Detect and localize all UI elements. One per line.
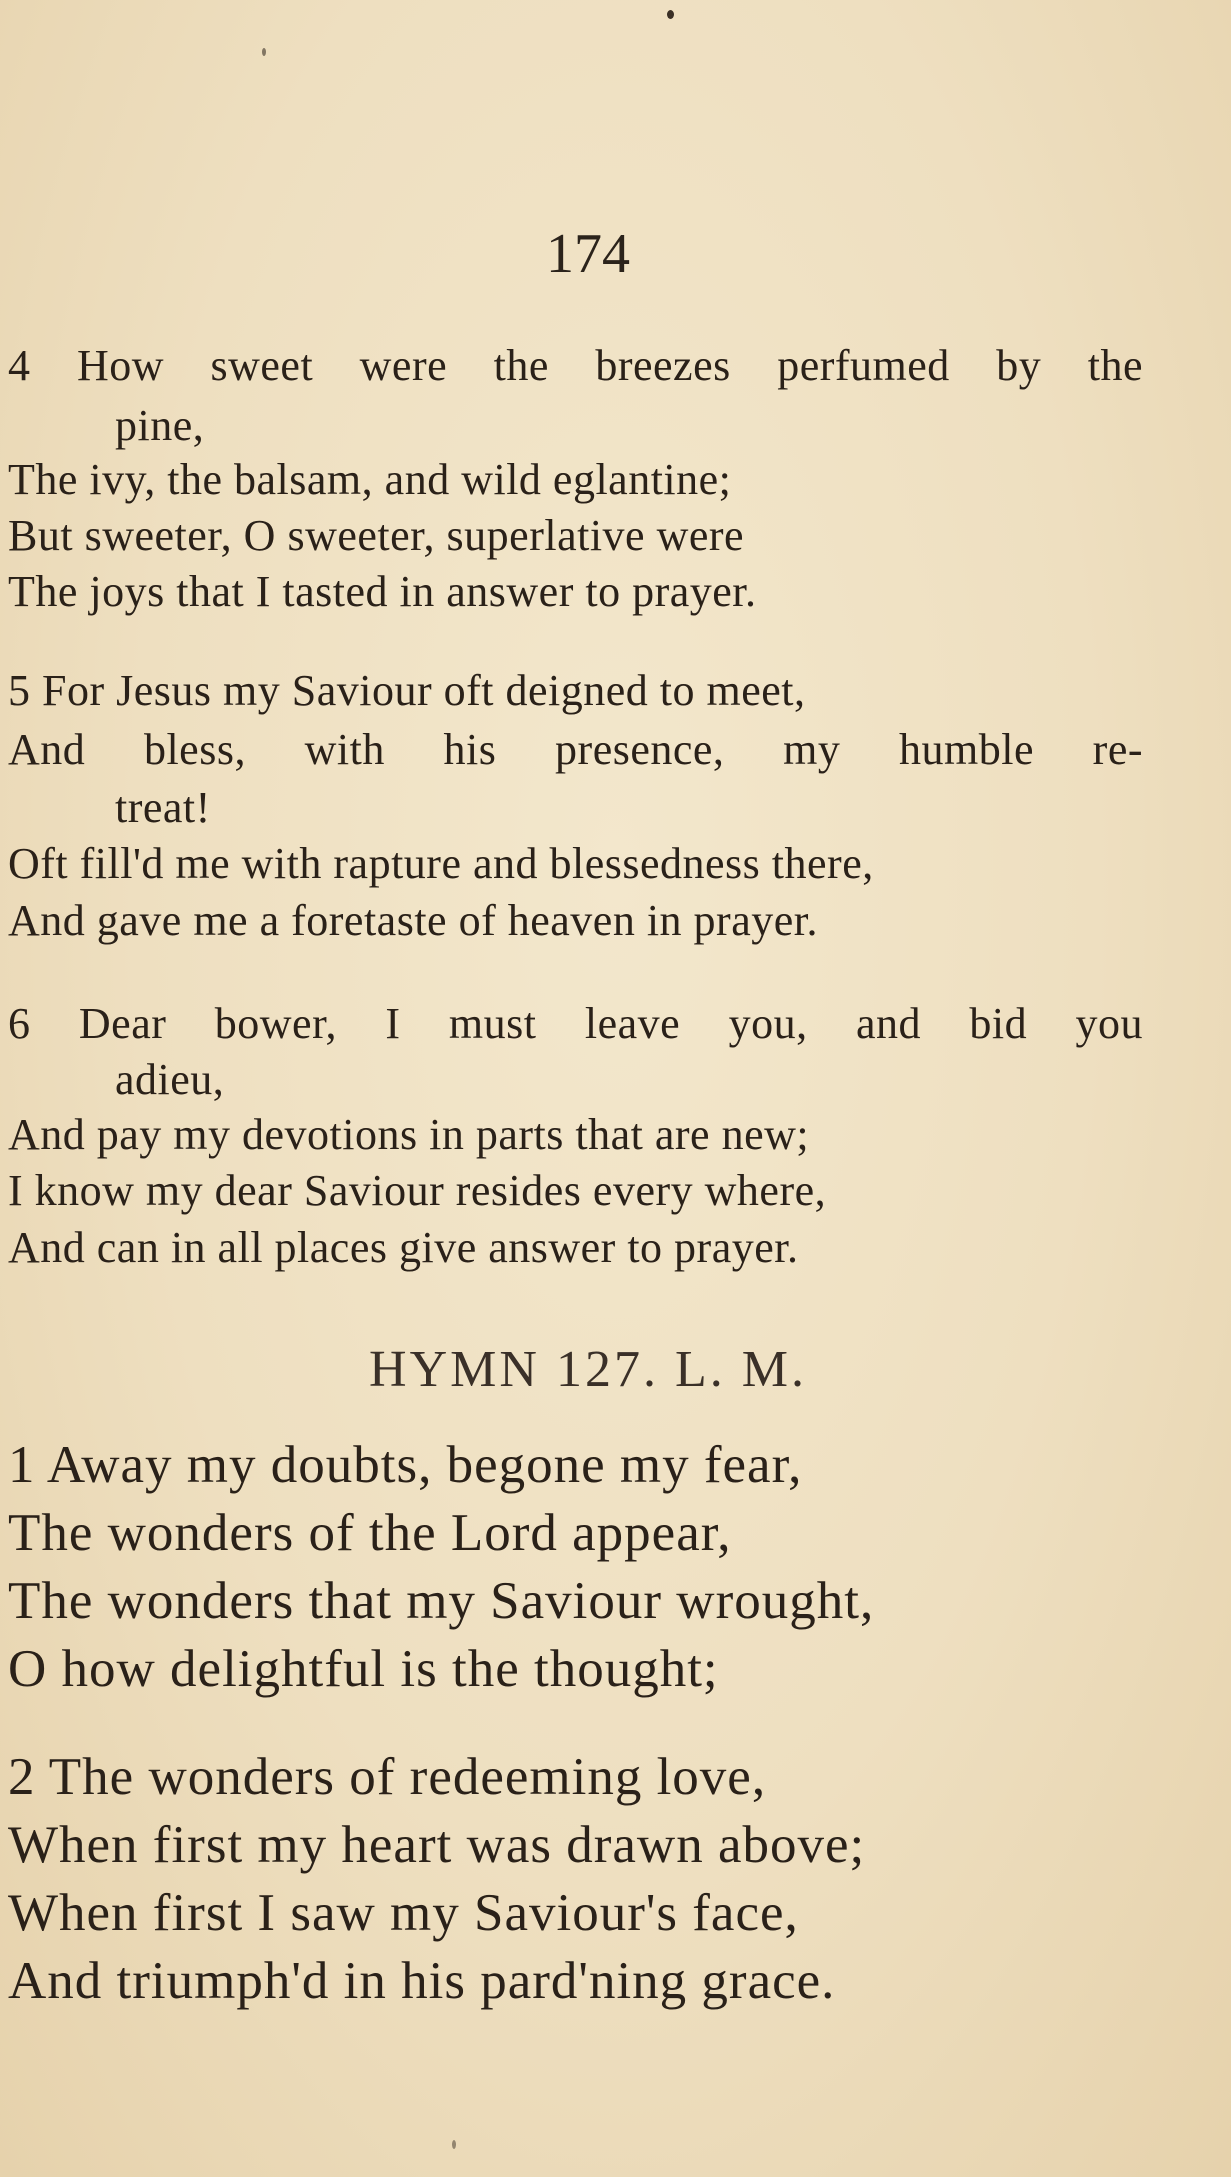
stanza-6-line-3: And pay my devotions in parts that are new;: [8, 1110, 810, 1159]
stanza-5-line-1: 5 For Jesus my Saviour oft deigned to meet,: [8, 666, 806, 715]
hymn-127-stanza-1-line-3: The wonders that my Saviour wrought,: [8, 1572, 875, 1630]
stanza-4-line-1: 4 How sweet were the breezes perfumed by the: [8, 341, 1143, 390]
stanza-6-line-5: And can in all places give answer to prayer.: [8, 1223, 799, 1272]
stanza-5-line-2: And bless, with his presence, my humble re-: [8, 725, 1143, 774]
stanza-6-line-4: I know my dear Saviour resides every where,: [8, 1166, 827, 1215]
stanza-5-line-3: treat!: [115, 783, 211, 832]
paper-speck: [262, 48, 266, 56]
stanza-4-line-3: The ivy, the balsam, and wild eglantine;: [8, 455, 732, 504]
hymn-127-stanza-1-line-2: The wonders of the Lord appear,: [8, 1504, 732, 1562]
paper-speck: [452, 2140, 456, 2149]
stanza-6-line-1: 6 Dear bower, I must leave you, and bid you: [8, 999, 1143, 1048]
stanza-5-line-4: Oft fill'd me with rapture and blessedness there,: [8, 839, 874, 888]
stanza-4-line-4: But sweeter, O sweeter, superlative were: [8, 511, 745, 560]
hymn-heading: HYMN 127. L. M.: [369, 1341, 807, 1398]
page-number: 174: [546, 223, 630, 285]
hymn-127-stanza-2-line-2: When first my heart was drawn above;: [8, 1816, 866, 1874]
hymn-127-stanza-2-line-3: When first I saw my Saviour's face,: [8, 1884, 799, 1942]
hymn-127-stanza-2-line-4: And triumph'd in his pard'ning grace.: [8, 1952, 836, 2010]
hymn-127-stanza-1-line-4: O how delightful is the thought;: [8, 1640, 719, 1698]
hymn-127-stanza-1-line-1: 1 Away my doubts, begone my fear,: [8, 1436, 803, 1494]
stanza-6-line-2: adieu,: [115, 1055, 225, 1104]
stanza-5-line-5: And gave me a foretaste of heaven in prayer.: [8, 896, 818, 945]
paper-speck: [667, 10, 674, 19]
hymn-127-stanza-2-line-1: 2 The wonders of redeeming love,: [8, 1748, 767, 1806]
stanza-4-line-5: The joys that I tasted in answer to prayer.: [8, 567, 757, 616]
stanza-4-line-2: pine,: [115, 401, 205, 450]
